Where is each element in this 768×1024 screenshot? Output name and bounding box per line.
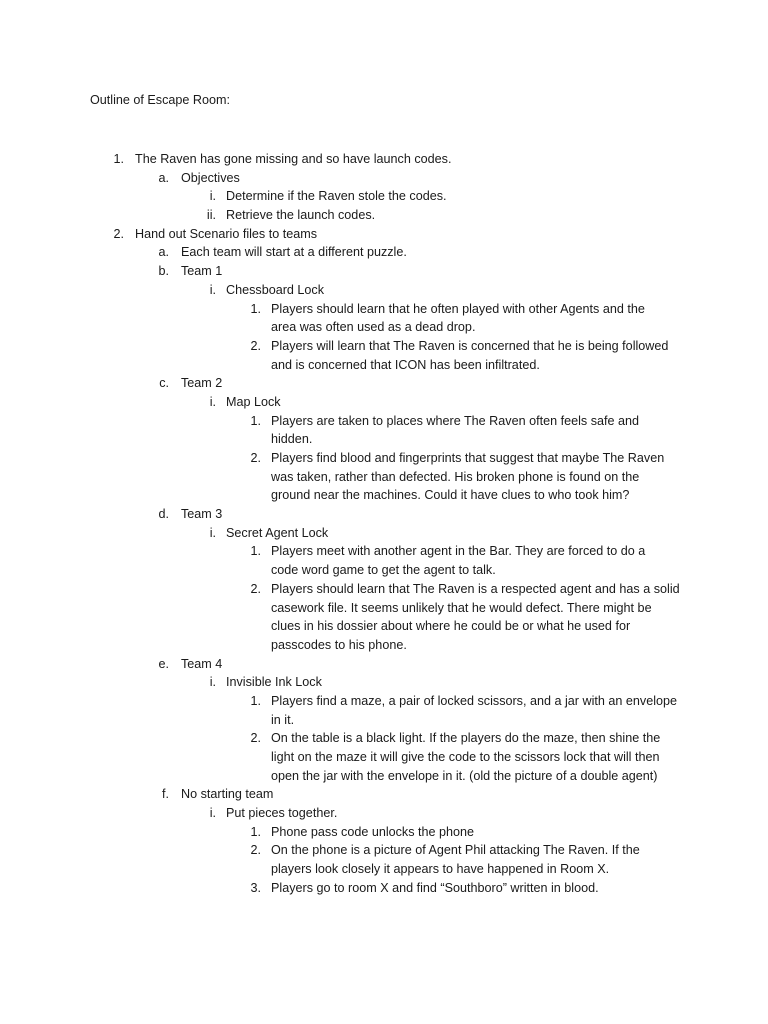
outline-item-level-2 — [0, 655, 768, 674]
list-item-text: Map Lock — [226, 394, 281, 409]
outline-item-level-2 — [0, 505, 768, 524]
outline-item-level-3 — [0, 187, 768, 206]
list-marker: i. — [209, 525, 216, 540]
list-marker: f. — [162, 787, 169, 802]
outline-item-level-3 — [0, 393, 768, 412]
list-item-text: Hand out Scenario files to teams — [135, 226, 318, 241]
outline-item-level-2 — [0, 243, 768, 262]
outline-item-level-4 — [0, 767, 768, 786]
outline-item-level-4 — [0, 879, 768, 898]
outline-item-level-4 — [0, 300, 768, 319]
list-marker: c. — [159, 376, 169, 391]
list-marker: i. — [209, 394, 216, 409]
list-marker: 1. — [250, 413, 261, 428]
list-item-text: Players meet with another agent in the Bar. They are forced to do a — [271, 544, 646, 559]
list-item-text: On the phone is a picture of Agent Phil attacking The Raven. If the — [271, 843, 640, 858]
list-item-text: was taken, rather than defected. His broken phone is found on the — [271, 469, 640, 484]
outline-item-level-3 — [0, 524, 768, 543]
list-item-text: Invisible Ink Lock — [226, 675, 322, 690]
outline-item-level-1 — [0, 150, 768, 169]
list-marker: a. — [158, 170, 169, 185]
list-marker: 3. — [250, 880, 261, 895]
list-item-text: Players are taken to places where The Raven often feels safe and — [271, 413, 640, 428]
outline-item-level-4 — [0, 542, 768, 561]
list-item-text: Players should learn that he often played with other Agents and the — [271, 301, 645, 316]
list-item-text: clues in his dossier about where he could be or what he used for — [271, 619, 631, 634]
list-item-text: Retrieve the launch codes. — [226, 208, 376, 223]
outline-item-level-4 — [0, 412, 768, 431]
outline-item-level-4 — [0, 692, 768, 711]
list-marker: 2. — [250, 451, 261, 465]
list-item-text: Team 4 — [181, 656, 223, 671]
outline-item-level-4 — [0, 318, 768, 337]
list-item-text: hidden. — [271, 432, 313, 447]
list-item-text: area was often used as a dead drop. — [271, 320, 476, 335]
list-item-text: Each team will start at a different puzzle. — [181, 245, 407, 260]
list-marker: 2. — [250, 731, 261, 746]
outline-item-level-4 — [0, 823, 768, 842]
outline-item-level-4 — [0, 468, 768, 487]
list-item-text: in it. — [271, 712, 295, 727]
list-item-text: Determine if the Raven stole the codes. — [226, 189, 447, 204]
list-item-text: open the jar with the envelope in it. (old the picture of a double agent) — [271, 768, 658, 783]
outline-item-level-3 — [0, 673, 768, 692]
list-item-text: ground near the machines. Could it have clues to who took him? — [271, 488, 630, 503]
list-marker: e. — [158, 656, 169, 671]
list-marker: 1. — [250, 544, 261, 559]
list-marker: b. — [158, 264, 169, 279]
outline-item-level-3 — [0, 281, 768, 300]
outline-item-level-4 — [0, 449, 768, 468]
outline-item-level-1 — [0, 225, 768, 244]
list-marker: 1. — [250, 301, 261, 316]
list-marker: 2. — [113, 226, 124, 241]
list-item-text: and is concerned that ICON has been infiltrated. — [271, 357, 540, 372]
list-item-text: Players go to room X and find “Southboro” written in blood. — [271, 880, 599, 895]
list-item-text: The Raven has gone missing and so have launch codes. — [135, 152, 452, 166]
outline-item-level-4 — [0, 337, 768, 356]
list-item-text: Team 1 — [181, 264, 223, 279]
list-marker: 2. — [250, 843, 261, 858]
list-item-text: On the table is a black light. If the players do the maze, then shine the — [271, 731, 661, 746]
outline-item-level-4 — [0, 486, 768, 505]
outline-item-level-2 — [0, 785, 768, 804]
list-item-text: passcodes to his phone. — [271, 637, 407, 652]
list-marker: 1. — [113, 152, 124, 166]
outline-item-level-4 — [0, 711, 768, 730]
outline-item-level-4 — [0, 636, 768, 655]
outline-list — [0, 150, 768, 898]
document-title: Outline of Escape Room: — [90, 93, 231, 107]
list-item-text: Players find blood and fingerprints that suggest that maybe The Raven — [271, 451, 665, 465]
list-item-text: Players will learn that The Raven is concerned that he is being followed — [271, 338, 669, 353]
outline-item-level-4 — [0, 617, 768, 636]
list-marker: i. — [209, 189, 216, 204]
list-item-text: Put pieces together. — [226, 806, 338, 821]
outline-item-level-4 — [0, 729, 768, 748]
outline-item-level-4 — [0, 356, 768, 375]
outline-item-level-4 — [0, 860, 768, 879]
outline-item-level-4 — [0, 599, 768, 618]
list-item-text: Phone pass code unlocks the phone — [271, 824, 475, 839]
list-item-text: light on the maze it will give the code to the scissors lock that will then — [271, 750, 660, 764]
list-item-text: Team 3 — [181, 507, 223, 522]
list-item-text: Players find a maze, a pair of locked scissors, and a jar with an envelope — [271, 693, 678, 708]
outline-item-level-3 — [0, 206, 768, 225]
list-item-text: Chessboard Lock — [226, 282, 325, 297]
list-item-text: players look closely it appears to have happened in Room X. — [271, 862, 610, 877]
outline-item-level-2 — [0, 374, 768, 393]
list-marker: 2. — [250, 338, 261, 353]
list-marker: 2. — [250, 581, 261, 596]
outline-item-level-4 — [0, 748, 768, 767]
outline-item-level-2 — [0, 262, 768, 281]
list-marker: i. — [209, 675, 216, 690]
list-item-text: Secret Agent Lock — [226, 525, 329, 540]
list-marker: 1. — [250, 824, 261, 839]
outline-item-level-4 — [0, 580, 768, 599]
list-marker: i. — [209, 806, 216, 821]
list-marker: ii. — [206, 208, 216, 223]
outline-item-level-2 — [0, 169, 768, 188]
outline-item-level-4 — [0, 561, 768, 580]
list-marker: 1. — [250, 693, 261, 708]
list-marker: d. — [158, 507, 169, 522]
list-marker: i. — [209, 282, 216, 297]
outline-item-level-3 — [0, 804, 768, 823]
list-item-text: code word game to get the agent to talk. — [271, 563, 496, 578]
outline-item-level-4 — [0, 430, 768, 449]
list-item-text: No starting team — [181, 787, 274, 802]
list-item-text: casework file. It seems unlikely that he would defect. There might be — [271, 600, 652, 615]
list-item-text: Team 2 — [181, 376, 223, 391]
list-item-text: Objectives — [181, 170, 240, 185]
list-marker: a. — [158, 245, 169, 260]
outline-item-level-4 — [0, 841, 768, 860]
list-item-text: Players should learn that The Raven is a respected agent and has a solid — [271, 581, 680, 596]
